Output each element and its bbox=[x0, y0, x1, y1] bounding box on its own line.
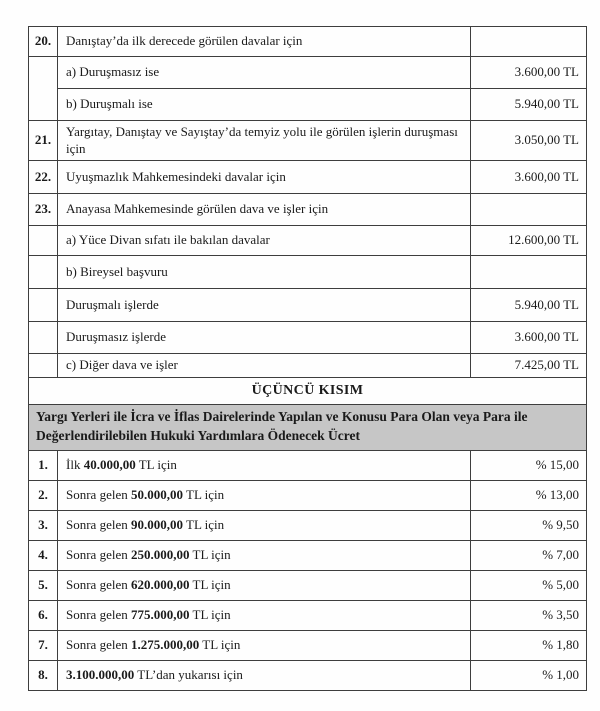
table-row bbox=[29, 540, 587, 570]
row-number: 5. bbox=[29, 570, 58, 600]
row-percentage: % 13,00 bbox=[471, 480, 587, 510]
row-description: Duruşmalı işlerde bbox=[58, 289, 471, 322]
row-description: a) Duruşmasız ise bbox=[58, 57, 471, 89]
row-amount: 5.940,00 TL bbox=[471, 89, 587, 121]
row-number: 4. bbox=[29, 540, 58, 570]
desc-suffix: TL için bbox=[182, 487, 225, 503]
table-row bbox=[29, 480, 587, 510]
table-row bbox=[29, 630, 587, 660]
desc-amount: 3.100.000,00 bbox=[66, 667, 135, 683]
row-amount: 3.600,00 TL bbox=[471, 57, 587, 89]
table-row bbox=[29, 600, 587, 630]
desc-suffix: TL için bbox=[199, 637, 241, 653]
row-description: a) Yüce Divan sıfatı ile bakılan davalar bbox=[58, 226, 471, 256]
desc-prefix: Sonra gelen bbox=[66, 577, 131, 593]
row-description bbox=[58, 540, 471, 570]
table-row bbox=[29, 194, 587, 226]
table-row bbox=[29, 226, 587, 256]
table-row bbox=[29, 354, 587, 378]
row-description: c) Diğer dava ve işler bbox=[58, 354, 471, 378]
row-number: 3. bbox=[29, 510, 58, 540]
row-description bbox=[58, 450, 471, 480]
percentage-tariff-table bbox=[28, 377, 587, 691]
desc-suffix: TL için bbox=[135, 457, 177, 473]
row-percentage: % 1,00 bbox=[471, 660, 587, 690]
row-number: 23. bbox=[29, 194, 58, 226]
table-row bbox=[29, 121, 587, 161]
row-description bbox=[58, 510, 471, 540]
desc-suffix: TL için bbox=[189, 547, 231, 563]
row-description: b) Duruşmalı ise bbox=[58, 89, 471, 121]
row-description bbox=[58, 660, 471, 690]
desc-amount: 50.000,00 bbox=[130, 487, 183, 503]
row-description bbox=[58, 630, 471, 660]
row-amount: 5.940,00 TL bbox=[471, 289, 587, 322]
table-row bbox=[29, 322, 587, 354]
desc-prefix: Sonra gelen bbox=[66, 607, 131, 623]
row-percentage: % 7,00 bbox=[471, 540, 587, 570]
row-amount bbox=[471, 194, 587, 226]
row-description: Yargıtay, Danıştay ve Sayıştay’da temyiz yolu ile görülen işlerin duruşması için bbox=[58, 121, 471, 161]
desc-amount: 90.000,00 bbox=[130, 517, 183, 533]
row-number bbox=[29, 256, 58, 289]
table-row bbox=[29, 510, 587, 540]
table-row bbox=[29, 57, 587, 89]
row-amount: 3.600,00 TL bbox=[471, 322, 587, 354]
table-row bbox=[29, 256, 587, 289]
desc-prefix: İlk bbox=[66, 457, 84, 473]
desc-suffix: TL için bbox=[189, 577, 231, 593]
desc-prefix: Sonra gelen bbox=[66, 487, 131, 503]
table-row bbox=[29, 89, 587, 121]
row-amount: 3.600,00 TL bbox=[471, 161, 587, 194]
table-row bbox=[29, 27, 587, 57]
row-number: 1. bbox=[29, 450, 58, 480]
row-description bbox=[58, 480, 471, 510]
row-percentage: % 9,50 bbox=[471, 510, 587, 540]
section-title-row bbox=[29, 378, 587, 405]
table-row bbox=[29, 289, 587, 322]
row-number: 6. bbox=[29, 600, 58, 630]
row-description bbox=[58, 600, 471, 630]
row-number bbox=[29, 289, 58, 322]
row-description bbox=[58, 570, 471, 600]
section-title: ÜÇÜNCÜ KISIM bbox=[29, 378, 587, 405]
desc-prefix: Sonra gelen bbox=[66, 547, 131, 563]
desc-amount: 620.000,00 bbox=[130, 577, 190, 593]
section-subtitle-row bbox=[29, 405, 587, 451]
row-description: Uyuşmazlık Mahkemesindeki davalar için bbox=[58, 161, 471, 194]
row-amount: 7.425,00 TL bbox=[471, 354, 587, 378]
row-percentage: % 3,50 bbox=[471, 600, 587, 630]
row-amount bbox=[471, 27, 587, 57]
desc-prefix: Sonra gelen bbox=[66, 517, 131, 533]
row-number: 8. bbox=[29, 660, 58, 690]
section-subtitle: Yargı Yerleri ile İcra ve İflas Dairelerinde Yapılan ve Konusu Para Olan veya Para ile Değerlendirilebilen Hukuki Yardımlara Ödenecek Ücret bbox=[29, 405, 587, 451]
desc-suffix: TL için bbox=[182, 517, 225, 533]
row-description: b) Bireysel başvuru bbox=[58, 256, 471, 289]
row-number: 7. bbox=[29, 630, 58, 660]
desc-prefix: Sonra gelen bbox=[66, 637, 131, 653]
court-fee-table bbox=[28, 26, 587, 378]
row-number: 20. bbox=[29, 27, 58, 57]
row-description: Duruşmasız işlerde bbox=[58, 322, 471, 354]
desc-suffix: TL’dan yukarısı için bbox=[134, 667, 243, 683]
row-amount bbox=[471, 256, 587, 289]
table-row bbox=[29, 570, 587, 600]
row-number: 2. bbox=[29, 480, 58, 510]
row-percentage: % 1,80 bbox=[471, 630, 587, 660]
row-number bbox=[29, 57, 58, 121]
table-row bbox=[29, 161, 587, 194]
row-description: Anayasa Mahkemesinde görülen dava ve işler için bbox=[58, 194, 471, 226]
row-number: 21. bbox=[29, 121, 58, 161]
desc-amount: 1.275.000,00 bbox=[130, 637, 200, 653]
desc-amount: 40.000,00 bbox=[83, 457, 136, 473]
table-row bbox=[29, 450, 587, 480]
row-amount: 12.600,00 TL bbox=[471, 226, 587, 256]
desc-suffix: TL için bbox=[189, 607, 231, 623]
row-percentage: % 15,00 bbox=[471, 450, 587, 480]
row-percentage: % 5,00 bbox=[471, 570, 587, 600]
row-number bbox=[29, 354, 58, 378]
row-number: 22. bbox=[29, 161, 58, 194]
row-number bbox=[29, 226, 58, 256]
desc-amount: 775.000,00 bbox=[130, 607, 190, 623]
table-row bbox=[29, 660, 587, 690]
row-number bbox=[29, 322, 58, 354]
row-amount: 3.050,00 TL bbox=[471, 121, 587, 161]
row-description: Danıştay’da ilk derecede görülen davalar için bbox=[58, 27, 471, 57]
desc-amount: 250.000,00 bbox=[130, 547, 190, 563]
